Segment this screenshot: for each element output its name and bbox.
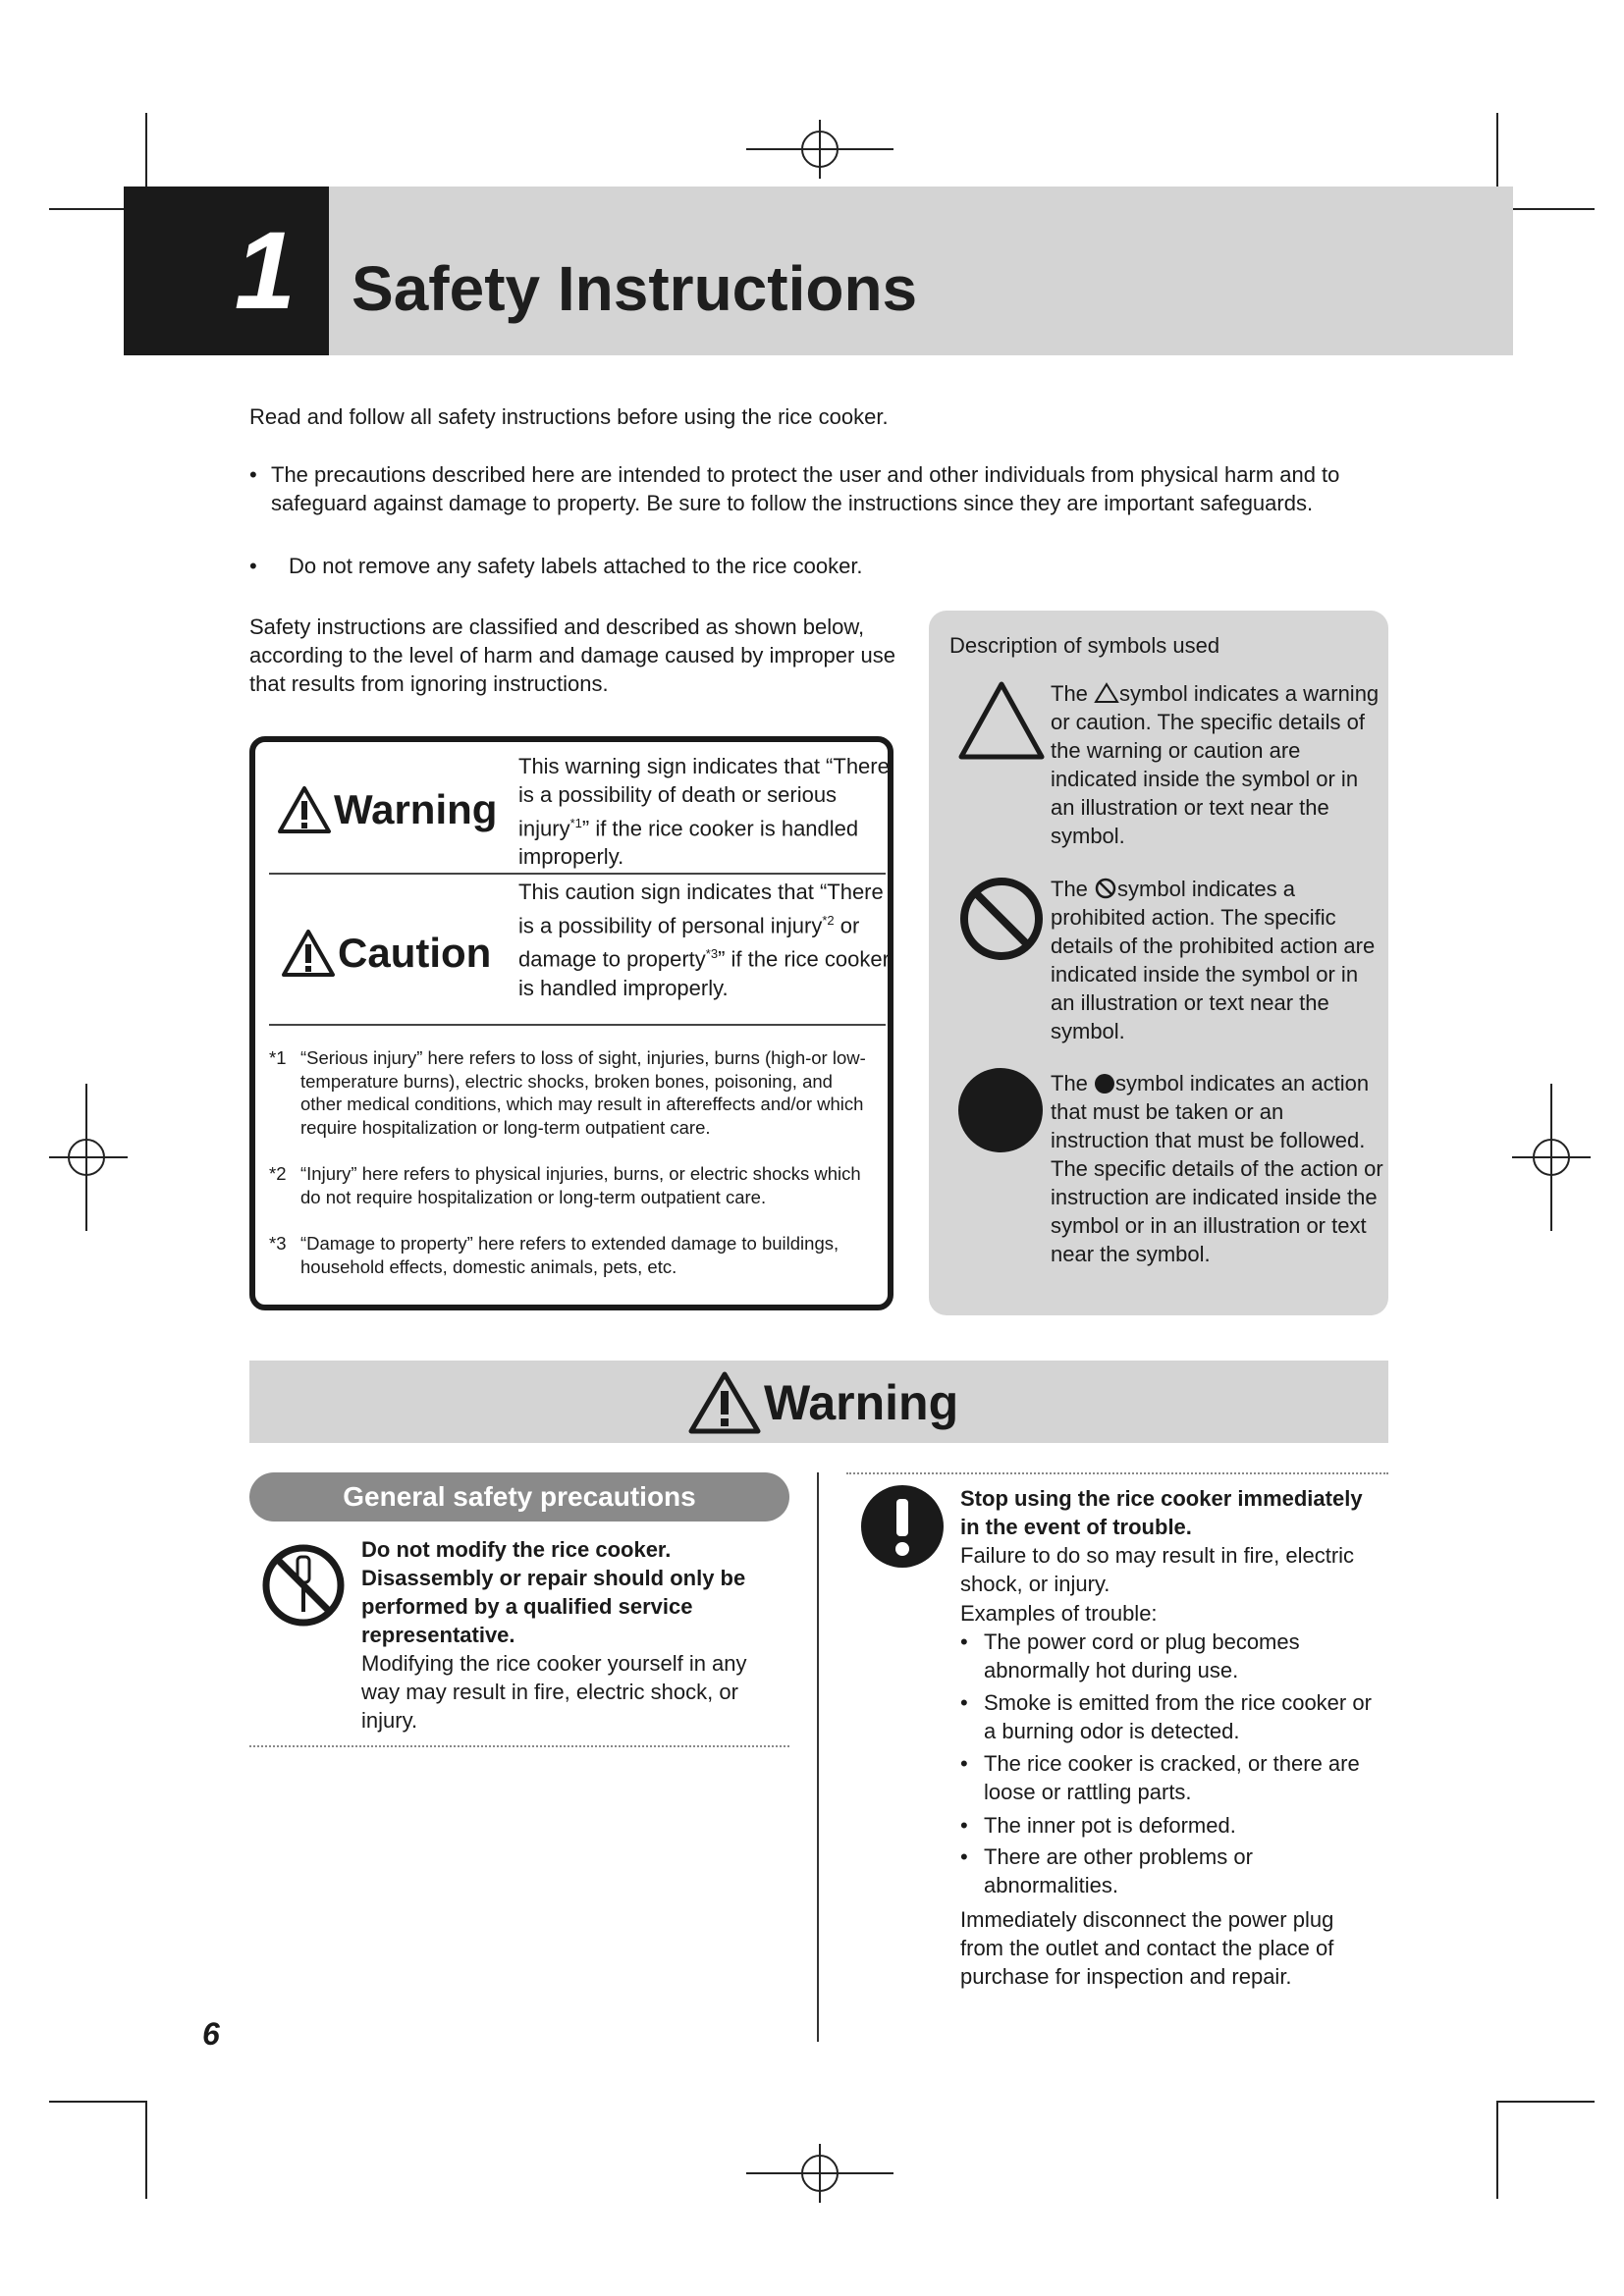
symbol-desc-prohibited	[1051, 875, 1384, 1045]
symbol-desc-prefix: The	[1051, 1071, 1095, 1095]
example-text: The inner pot is deformed.	[984, 1813, 1236, 1838]
warning-triangle-icon	[277, 785, 332, 834]
example-text: The rice cooker is cracked, or there are loose or rattling parts.	[984, 1751, 1360, 1804]
symbol-desc-prefix: The	[1051, 877, 1095, 901]
bullet-mark: •	[960, 1690, 968, 1715]
bullet-text: The precautions described here are intended to protect the user and other individuals from physical harm and to safeguard against damage to property. Be sure to follow the instructions since they are important safeguards.	[271, 462, 1340, 515]
prohibition-icon	[958, 876, 1045, 962]
footnote-key: *1	[269, 1047, 287, 1068]
example-item	[960, 1842, 1382, 1899]
caution-triangle-icon	[281, 929, 336, 978]
trouble-text: Failure to do so may result in fire, electric shock, or injury.	[960, 1543, 1355, 1596]
warning-banner-heading	[687, 1368, 958, 1437]
caution-sign	[281, 929, 491, 978]
caution-label: Caution	[338, 930, 492, 976]
bullet-mark: •	[960, 1751, 968, 1776]
symbol-desc-text: symbol indicates a warning or caution. The specific details of the warning or caution are indicated inside the symbol or in an illustration or text near the symbol.	[1051, 681, 1380, 848]
footnote-key: *2	[269, 1163, 287, 1184]
caution-desc-text-end: ” if the rice cooker is handled improperly.	[518, 946, 890, 1000]
example-item	[960, 1628, 1382, 1684]
symbol-desc-text: symbol indicates a prohibited action. The specific details of the prohibited action are indicated inside the symbol or in an illustration or text near the symbol.	[1051, 877, 1376, 1043]
footnote-ref: *2	[822, 913, 835, 928]
caution-desc-text-mid: or damage to property	[518, 913, 860, 972]
trouble-heading: Stop using the rice cooker immediately in the event of trouble.	[960, 1486, 1363, 1539]
bullet-mark: •	[249, 462, 257, 487]
mandatory-action-icon	[956, 1066, 1045, 1154]
intro-lead: Read and follow all safety instructions before using the rice cooker.	[249, 404, 889, 429]
symbol-desc-mandatory	[1051, 1069, 1384, 1268]
registration-mark-right	[1512, 1084, 1591, 1231]
symbol-desc-warning	[1051, 679, 1384, 850]
dotted-divider	[846, 1472, 1388, 1474]
footnote-text: “Serious injury” here refers to loss of sight, injuries, burns (high-or low-temperature burns), electric shocks, broken bones, poisoning, and other medical conditions, which may result in aftereffects and/or which require hospitalization or long-term outpatient care.	[300, 1047, 866, 1138]
dotted-divider	[249, 1745, 789, 1747]
page-number: 6	[202, 2016, 220, 2052]
section-title-pill: General safety precautions	[249, 1472, 789, 1522]
registration-mark-top	[746, 120, 893, 179]
warning-triangle-icon	[687, 1370, 762, 1435]
example-item	[960, 1688, 1382, 1745]
footnote-ref: *1	[569, 816, 582, 830]
warning-desc-text-end: ” if the rice cooker is handled improperly.	[518, 816, 859, 870]
general-item-bold: Do not modify the rice cooker. Disassembly or repair should only be performed by a qualified service representative.	[361, 1537, 746, 1647]
general-item-text: Modifying the rice cooker yourself in any way may result in fire, electric shock, or injury.	[361, 1651, 747, 1733]
caution-description	[518, 878, 892, 1002]
inline-prohibition-icon	[1094, 877, 1117, 900]
bullet-mark: •	[960, 1813, 968, 1838]
footnote-text: “Damage to property” here refers to extended damage to buildings, household effects, domestic animals, pets, etc.	[300, 1233, 839, 1277]
mandatory-exclamation-icon	[860, 1484, 945, 1569]
example-item	[960, 1749, 1382, 1806]
bullet-mark: •	[960, 1844, 968, 1869]
legend-divider	[269, 873, 886, 875]
footnote-text: “Injury” here refers to physical injuries, burns, or electric shocks which do not require hospitalization or long-term outpatient care.	[300, 1163, 861, 1207]
caution-desc-text: This caution sign indicates that “There is a possibility of personal injury	[518, 880, 884, 938]
chapter-number: 1	[234, 209, 296, 332]
registration-mark-bottom	[746, 2144, 893, 2203]
bullet-mark: •	[249, 554, 257, 578]
column-divider	[817, 1472, 819, 2042]
page-title: Safety Instructions	[352, 253, 918, 324]
bullet-mark: •	[960, 1629, 968, 1654]
intro-bullet	[249, 552, 1369, 580]
warning-desc-text: This warning sign indicates that “There is a possibility of death or serious injury	[518, 754, 890, 841]
intro-bullet	[249, 460, 1369, 517]
legend-divider	[269, 1024, 886, 1026]
footnote-ref: *3	[705, 946, 719, 962]
symbol-desc-text: symbol indicates an action that must be taken or an instruction that must be followed. The specific details of the action or instruction are indicated inside the symbol or in an illustration or text near the symbol.	[1051, 1071, 1383, 1266]
no-disassembly-icon	[261, 1543, 346, 1628]
examples-label: Examples of trouble:	[960, 1601, 1158, 1626]
registration-mark-left	[49, 1084, 128, 1231]
example-item	[960, 1811, 1382, 1840]
classification-text: Safety instructions are classified and described as shown below, according to the level of harm and damage caused by improper use that results from ignoring instructions.	[249, 614, 895, 696]
example-text: Smoke is emitted from the rice cooker or a burning odor is detected.	[984, 1690, 1372, 1743]
example-text: The power cord or plug becomes abnormally hot during use.	[984, 1629, 1300, 1682]
bullet-text: Do not remove any safety labels attached to the rice cooker.	[289, 554, 863, 578]
inline-triangle-icon	[1094, 682, 1119, 704]
footnote	[269, 1162, 868, 1208]
symbol-desc-prefix: The	[1051, 681, 1095, 706]
warning-sign	[277, 785, 497, 834]
warning-description	[518, 752, 892, 871]
trouble-closing: Immediately disconnect the power plug from the outlet and contact the place of purchase for inspection and repair.	[960, 1907, 1334, 1989]
symbols-title: Description of symbols used	[949, 633, 1220, 658]
example-text: There are other problems or abnormalities.	[984, 1844, 1253, 1897]
warning-label: Warning	[334, 786, 498, 832]
footnote	[269, 1046, 868, 1139]
footnote-key: *3	[269, 1233, 287, 1254]
warning-triangle-icon	[957, 680, 1046, 761]
footnote	[269, 1232, 868, 1278]
warning-banner-label: Warning	[764, 1375, 959, 1430]
inline-dot-icon	[1094, 1073, 1115, 1095]
